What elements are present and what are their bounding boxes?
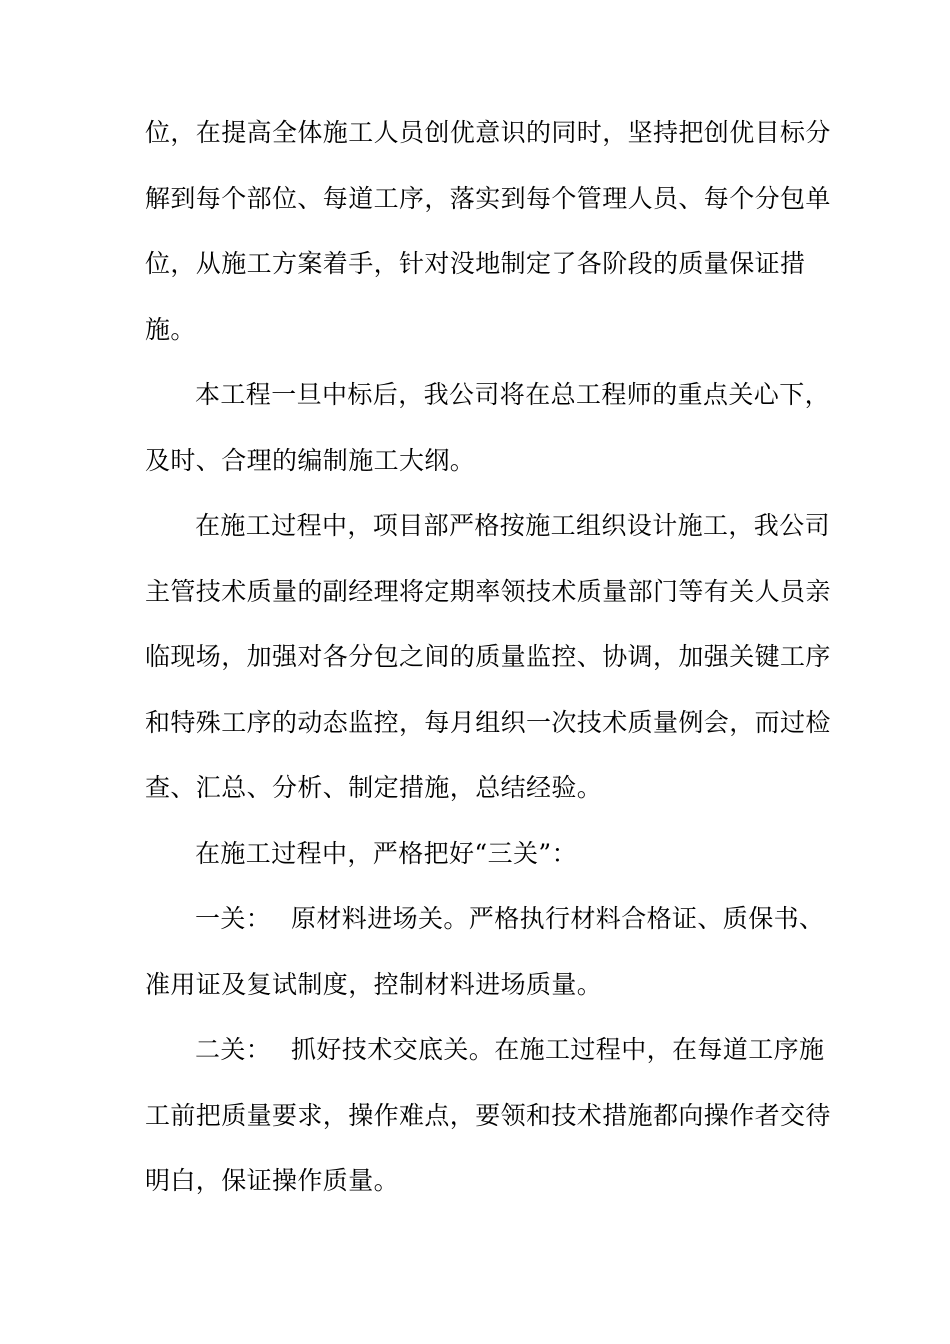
paragraph-1: 位，在提高全体施工人员创优意识的同时，坚持把创优目标分解到每个部位、每道工序，落实到每个管理人员、每个分包单位，从施工方案着手，针对没地制定了各阶段的质量保证措施。 bbox=[145, 118, 831, 344]
checkpoint-1-text: 原材料进场关。严格执行材料合格证、质保书、准用证及复试制度，控制材料进场质量。 bbox=[145, 904, 825, 999]
checkpoint-2-label: 二关： bbox=[195, 1035, 272, 1064]
document-body bbox=[145, 100, 835, 1214]
checkpoint-1 bbox=[145, 886, 835, 1017]
paragraph-3: 在施工过程中，项目部严格按施工组织设计施工，我公司主管技术质量的副经理将定期率领技术质量部门等有关人员亲临现场，加强对各分包之间的质量监控、协调，加强关键工序和特殊工序的动态监控，每月组织一次技术质量例会，而过检查、汇总、分析、制定措施，总结经验。 bbox=[145, 511, 831, 802]
checkpoint-1-label: 一关： bbox=[195, 904, 272, 933]
paragraph-4: 在施工过程中，严格把好“三关”： bbox=[195, 838, 577, 868]
paragraph-2: 本工程一旦中标后，我公司将在总工程师的重点关心下，及时、合理的编制施工大纲。 bbox=[145, 380, 831, 475]
checkpoint-2-text: 抓好技术交底关。在施工过程中，在每道工序施工前把质量要求，操作难点，要领和技术措施都向操作者交待明白，保证操作质量。 bbox=[145, 1035, 831, 1195]
checkpoint-2 bbox=[145, 1017, 835, 1214]
